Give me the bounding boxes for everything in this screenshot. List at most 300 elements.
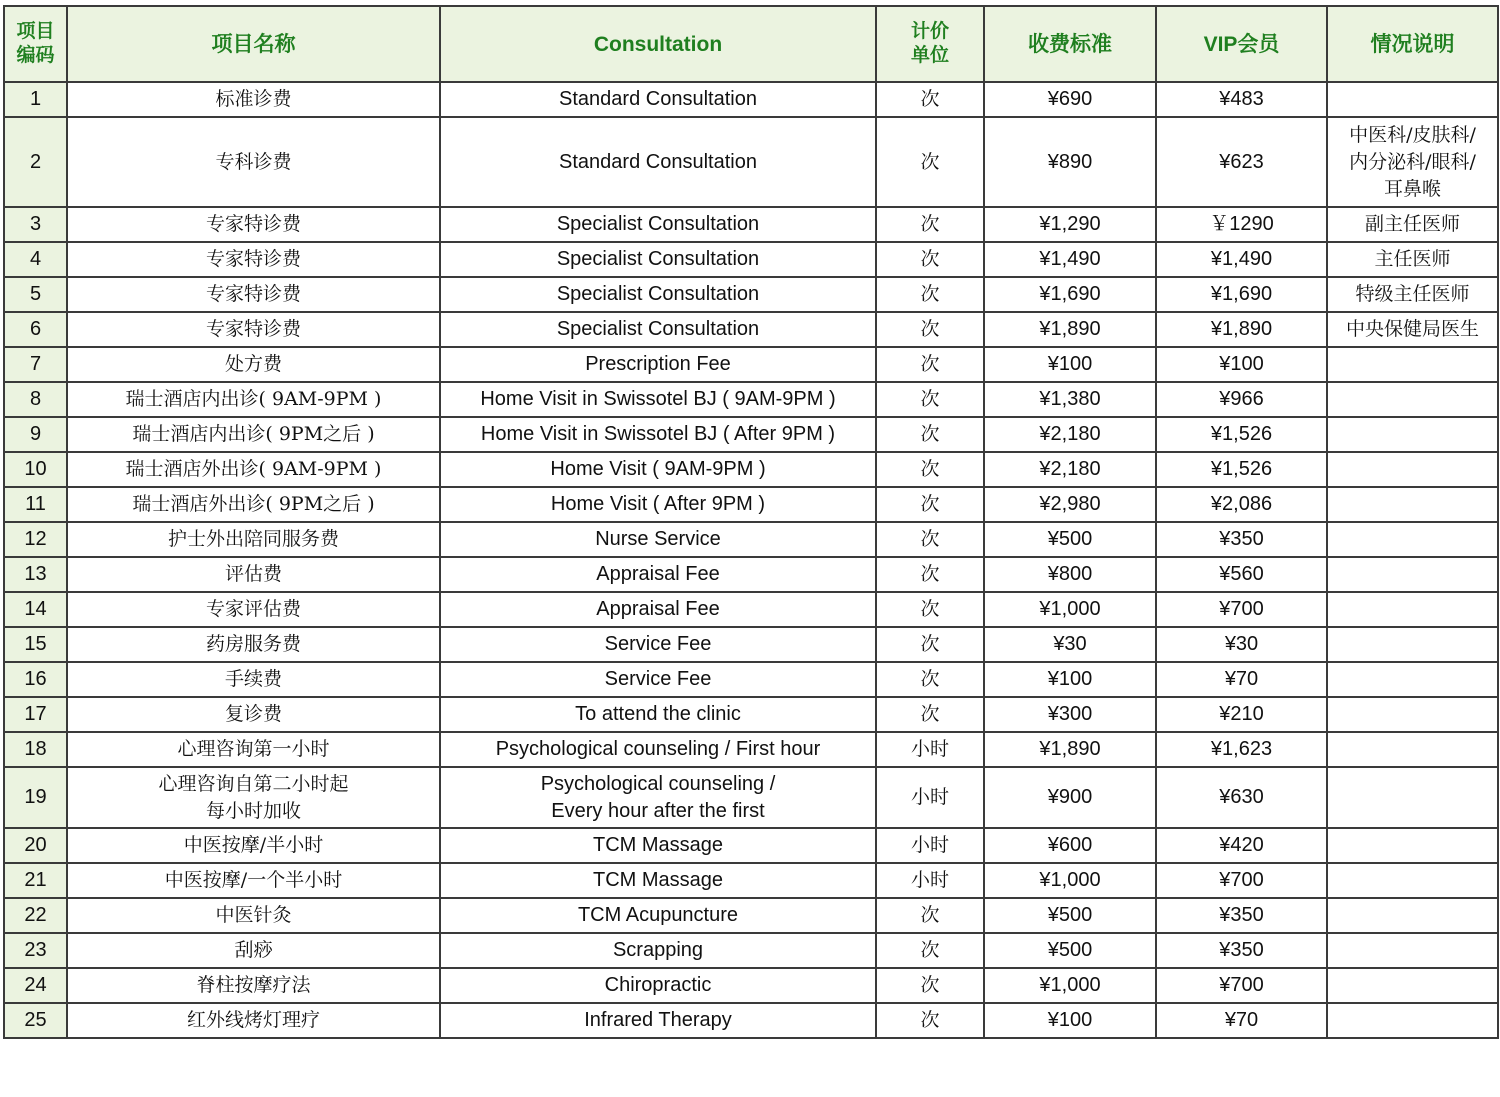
- cell-name-cn-text: 手续费: [224, 668, 282, 690]
- cell-code: [4, 968, 67, 1003]
- cell-name-en: [440, 312, 876, 347]
- cell-name-cn: [67, 557, 440, 592]
- cell-vip-fee-text: ¥1,490: [1210, 248, 1273, 270]
- cell-unit-text: 次: [920, 1009, 940, 1031]
- cell-name-cn-text: 复诊费: [224, 703, 282, 725]
- cell-name-en-text: Specialist Consultation: [556, 213, 760, 235]
- cell-vip-fee: [1156, 697, 1327, 732]
- cell-name-en: [440, 697, 876, 732]
- table-row: [4, 968, 1498, 1003]
- cell-name-cn: [67, 452, 440, 487]
- cell-name-cn: [67, 898, 440, 933]
- cell-standard-fee-text: ¥500: [1047, 904, 1093, 926]
- cell-note: [1327, 452, 1498, 487]
- cell-name-en: [440, 242, 876, 277]
- cell-code-text: 2: [29, 150, 42, 173]
- cell-unit: [876, 933, 984, 968]
- cell-name-en: [440, 487, 876, 522]
- cell-standard-fee: [984, 487, 1156, 522]
- header-row: [4, 6, 1498, 82]
- cell-unit: [876, 522, 984, 557]
- cell-code: [4, 117, 67, 207]
- cell-name-en-text: Standard Consultation: [559, 88, 757, 110]
- cell-vip-fee-text: ¥30: [1224, 633, 1259, 655]
- cell-name-en: [440, 1003, 876, 1038]
- table-row: [4, 1003, 1498, 1038]
- cell-vip-fee: [1156, 557, 1327, 592]
- cell-name-en-text: Service Fee: [604, 668, 712, 690]
- cell-code: [4, 417, 67, 452]
- cell-name-cn-text: 心理咨询第一小时: [177, 738, 330, 760]
- cell-name-en-text: Service Fee: [604, 633, 712, 655]
- cell-name-cn-text: 药房服务费: [205, 633, 301, 655]
- cell-name-cn: [67, 82, 440, 117]
- cell-name-cn-text: 瑞士酒店内出诊( 9AM-9PM ): [125, 388, 382, 410]
- cell-name-en: [440, 662, 876, 697]
- cell-standard-fee-text: ¥1,490: [1039, 248, 1101, 270]
- cell-name-cn-text: 专家特诊费: [205, 248, 301, 270]
- cell-code: [4, 863, 67, 898]
- cell-unit: [876, 627, 984, 662]
- cell-note: [1327, 828, 1498, 863]
- cell-unit-text: 小时: [910, 738, 949, 760]
- cell-vip-fee: [1156, 117, 1327, 207]
- cell-vip-fee: [1156, 898, 1327, 933]
- cell-vip-fee: [1156, 732, 1327, 767]
- cell-unit-text: 次: [920, 458, 940, 480]
- cell-note-text: 特级主任医师: [1355, 283, 1470, 305]
- cell-vip-fee: [1156, 417, 1327, 452]
- cell-name-en: [440, 898, 876, 933]
- header-standard-fee: 收费标准: [984, 6, 1156, 82]
- header-vip-fee: VIP会员: [1156, 6, 1327, 82]
- table-row: [4, 557, 1498, 592]
- cell-name-en: [440, 522, 876, 557]
- cell-name-cn: [67, 522, 440, 557]
- cell-name-en-text: Specialist Consultation: [556, 283, 760, 305]
- cell-unit-text: 次: [920, 974, 940, 996]
- table-row: [4, 767, 1498, 828]
- cell-code-text: 14: [24, 598, 47, 620]
- cell-name-cn: [67, 968, 440, 1003]
- cell-code-text: 15: [24, 633, 47, 655]
- cell-note: [1327, 347, 1498, 382]
- cell-standard-fee-text: ¥890: [1047, 150, 1093, 173]
- cell-unit-text: 次: [920, 88, 940, 110]
- cell-standard-fee: [984, 522, 1156, 557]
- cell-vip-fee-text: ¥1,690: [1210, 283, 1273, 305]
- cell-vip-fee-text: ¥630: [1219, 786, 1264, 808]
- cell-standard-fee: [984, 968, 1156, 1003]
- cell-standard-fee: [984, 117, 1156, 207]
- cell-code-text: 21: [24, 869, 47, 891]
- cell-unit: [876, 968, 984, 1003]
- cell-vip-fee-text: ¥1,623: [1210, 738, 1273, 760]
- table-row: [4, 732, 1498, 767]
- cell-name-cn-text: 刮痧: [234, 939, 273, 961]
- cell-vip-fee: [1156, 382, 1327, 417]
- cell-name-cn: [67, 417, 440, 452]
- cell-unit-text: 小时: [910, 869, 949, 891]
- cell-unit-text: 小时: [910, 834, 949, 856]
- cell-standard-fee: [984, 898, 1156, 933]
- cell-code-text: 8: [29, 388, 42, 410]
- cell-name-en-text: To attend the clinic: [575, 703, 741, 725]
- cell-standard-fee: [984, 242, 1156, 277]
- cell-standard-fee: [984, 347, 1156, 382]
- cell-code: [4, 207, 67, 242]
- cell-code-text: 16: [24, 668, 47, 690]
- cell-unit: [876, 697, 984, 732]
- cell-unit: [876, 557, 984, 592]
- header-name-en: Consultation: [440, 6, 876, 82]
- cell-name-cn-text: 瑞士酒店外出诊( 9AM-9PM ): [125, 458, 382, 480]
- cell-vip-fee: [1156, 863, 1327, 898]
- cell-code: [4, 312, 67, 347]
- cell-standard-fee: [984, 767, 1156, 828]
- cell-standard-fee-text: ¥1,000: [1039, 869, 1101, 891]
- cell-name-en-text: Scrapping: [612, 939, 704, 961]
- cell-name-en: [440, 627, 876, 662]
- cell-code: [4, 592, 67, 627]
- cell-name-en: [440, 452, 876, 487]
- cell-vip-fee: [1156, 487, 1327, 522]
- cell-unit-text: 次: [920, 318, 940, 340]
- cell-code-text: 4: [29, 248, 42, 270]
- cell-name-cn: [67, 697, 440, 732]
- cell-note: [1327, 277, 1498, 312]
- cell-standard-fee: [984, 417, 1156, 452]
- table-row: [4, 82, 1498, 117]
- cell-unit-text: 次: [920, 703, 940, 725]
- table-row: [4, 662, 1498, 697]
- cell-note: [1327, 1003, 1498, 1038]
- cell-code-text: 10: [24, 458, 47, 480]
- cell-standard-fee-text: ¥100: [1047, 668, 1093, 690]
- cell-code: [4, 452, 67, 487]
- cell-standard-fee-text: ¥600: [1047, 834, 1093, 856]
- cell-unit-text: 次: [920, 904, 940, 926]
- cell-standard-fee: [984, 452, 1156, 487]
- table-row: [4, 417, 1498, 452]
- cell-name-en: [440, 592, 876, 627]
- cell-note: [1327, 82, 1498, 117]
- cell-name-en-text: Home Visit in Swissotel BJ ( 9AM-9PM ): [480, 388, 836, 410]
- cell-note: [1327, 863, 1498, 898]
- cell-note: [1327, 117, 1498, 207]
- cell-unit: [876, 277, 984, 312]
- header-name-cn: 项目名称: [67, 6, 440, 82]
- cell-standard-fee: [984, 312, 1156, 347]
- cell-name-en: [440, 117, 876, 207]
- cell-code-text: 11: [25, 493, 46, 515]
- cell-standard-fee: [984, 382, 1156, 417]
- table-row: [4, 382, 1498, 417]
- cell-vip-fee: [1156, 522, 1327, 557]
- header-unit: 计价 单位: [876, 6, 984, 82]
- cell-note: [1327, 697, 1498, 732]
- cell-code-text: 17: [24, 703, 47, 725]
- cell-note: [1327, 487, 1498, 522]
- cell-code-text: 9: [29, 423, 42, 445]
- cell-code: [4, 277, 67, 312]
- cell-vip-fee-text: ¥2,086: [1210, 493, 1273, 515]
- cell-name-en-text: Appraisal Fee: [596, 598, 720, 620]
- cell-note: [1327, 592, 1498, 627]
- header-note: 情况说明: [1327, 6, 1498, 82]
- cell-name-en: [440, 828, 876, 863]
- cell-name-cn: [67, 347, 440, 382]
- cell-code-text: 6: [29, 318, 42, 340]
- cell-note: [1327, 767, 1498, 828]
- cell-vip-fee: [1156, 968, 1327, 1003]
- cell-standard-fee: [984, 697, 1156, 732]
- cell-unit: [876, 242, 984, 277]
- cell-name-cn-text: 专家特诊费: [205, 318, 301, 340]
- cell-name-en-text: Chiropractic: [604, 974, 712, 996]
- cell-code-text: 20: [24, 834, 47, 856]
- cell-standard-fee-text: ¥1,380: [1039, 388, 1101, 410]
- cell-note-text: 中央保健局医生: [1345, 318, 1479, 340]
- cell-note: [1327, 382, 1498, 417]
- table-row: [4, 898, 1498, 933]
- table-row: [4, 828, 1498, 863]
- cell-name-cn-text: 专科诊费: [215, 150, 292, 173]
- cell-standard-fee-text: ¥1,890: [1039, 738, 1101, 760]
- cell-name-en: [440, 732, 876, 767]
- cell-unit: [876, 828, 984, 863]
- cell-vip-fee: [1156, 82, 1327, 117]
- cell-standard-fee: [984, 592, 1156, 627]
- cell-vip-fee-text: ¥1,526: [1210, 423, 1273, 445]
- cell-code: [4, 627, 67, 662]
- cell-name-cn: [67, 207, 440, 242]
- cell-vip-fee-text: ￥1290: [1209, 213, 1274, 235]
- cell-unit-text: 次: [920, 633, 940, 655]
- cell-standard-fee: [984, 82, 1156, 117]
- cell-name-cn-text: 专家特诊费: [205, 213, 301, 235]
- cell-unit: [876, 417, 984, 452]
- cell-unit-text: 次: [920, 423, 940, 445]
- cell-standard-fee-text: ¥1,690: [1039, 283, 1101, 305]
- cell-vip-fee: [1156, 662, 1327, 697]
- cell-name-en: [440, 933, 876, 968]
- cell-note: [1327, 662, 1498, 697]
- cell-note: [1327, 557, 1498, 592]
- cell-name-cn: [67, 242, 440, 277]
- cell-unit: [876, 452, 984, 487]
- cell-standard-fee: [984, 277, 1156, 312]
- cell-note: [1327, 968, 1498, 1003]
- cell-vip-fee-text: ¥483: [1219, 88, 1264, 110]
- cell-name-cn-text: 中医针灸: [215, 904, 292, 926]
- cell-code: [4, 557, 67, 592]
- cell-name-cn: [67, 1003, 440, 1038]
- cell-code: [4, 1003, 67, 1038]
- cell-name-cn: [67, 117, 440, 207]
- cell-standard-fee-text: ¥690: [1047, 88, 1093, 110]
- cell-name-en-text: Infrared Therapy: [584, 1009, 732, 1031]
- table-row: [4, 277, 1498, 312]
- cell-standard-fee-text: ¥2,180: [1039, 458, 1101, 480]
- cell-standard-fee-text: ¥900: [1047, 786, 1093, 808]
- cell-code-text: 19: [24, 786, 47, 808]
- cell-name-cn: [67, 382, 440, 417]
- cell-unit-text: 次: [920, 248, 940, 270]
- cell-vip-fee-text: ¥350: [1219, 528, 1264, 550]
- cell-name-cn: [67, 732, 440, 767]
- cell-standard-fee: [984, 933, 1156, 968]
- table-row: [4, 522, 1498, 557]
- cell-name-en-text: Prescription Fee: [585, 353, 731, 375]
- cell-vip-fee-text: ¥210: [1219, 703, 1264, 725]
- cell-name-cn-text: 瑞士酒店内出诊( 9PM之后 ): [132, 423, 375, 445]
- cell-unit-text: 次: [920, 939, 940, 961]
- cell-vip-fee-text: ¥1,526: [1210, 458, 1273, 480]
- cell-note: [1327, 732, 1498, 767]
- cell-standard-fee-text: ¥300: [1047, 703, 1093, 725]
- cell-vip-fee: [1156, 312, 1327, 347]
- cell-unit: [876, 312, 984, 347]
- cell-name-cn: [67, 767, 440, 828]
- cell-name-cn: [67, 312, 440, 347]
- cell-code-text: 23: [24, 939, 47, 961]
- cell-code: [4, 347, 67, 382]
- cell-name-cn: [67, 592, 440, 627]
- cell-standard-fee: [984, 207, 1156, 242]
- cell-unit: [876, 117, 984, 207]
- cell-note: [1327, 522, 1498, 557]
- cell-code-text: 22: [24, 904, 47, 926]
- cell-unit: [876, 382, 984, 417]
- cell-code-text: 3: [29, 213, 42, 235]
- cell-name-en: [440, 382, 876, 417]
- cell-standard-fee-text: ¥1,000: [1039, 598, 1101, 620]
- cell-name-en-text: Home Visit ( 9AM-9PM ): [550, 458, 766, 480]
- cell-vip-fee-text: ¥70: [1224, 668, 1259, 690]
- cell-name-en-text: Specialist Consultation: [556, 318, 760, 340]
- table-row: [4, 452, 1498, 487]
- cell-unit-text: 次: [920, 353, 940, 375]
- cell-code-text: 5: [29, 283, 42, 305]
- table-row: [4, 697, 1498, 732]
- cell-name-en: [440, 417, 876, 452]
- cell-note: [1327, 933, 1498, 968]
- cell-code-text: 13: [24, 563, 47, 585]
- cell-code-text: 1: [29, 88, 42, 110]
- cell-vip-fee-text: ¥1,890: [1210, 318, 1273, 340]
- cell-unit-text: 次: [920, 528, 940, 550]
- cell-name-cn-text: 护士外出陪同服务费: [167, 528, 339, 550]
- cell-code: [4, 898, 67, 933]
- cell-code: [4, 82, 67, 117]
- cell-name-en: [440, 82, 876, 117]
- cell-vip-fee: [1156, 592, 1327, 627]
- cell-unit: [876, 732, 984, 767]
- cell-standard-fee-text: ¥800: [1047, 563, 1093, 585]
- cell-standard-fee-text: ¥500: [1047, 528, 1093, 550]
- cell-standard-fee: [984, 627, 1156, 662]
- cell-code-text: 25: [24, 1009, 47, 1031]
- cell-standard-fee-text: ¥500: [1047, 939, 1093, 961]
- table-row: [4, 592, 1498, 627]
- cell-note-text: 副主任医师: [1364, 213, 1460, 235]
- cell-code: [4, 933, 67, 968]
- cell-name-cn-text: 专家评估费: [205, 598, 301, 620]
- cell-standard-fee: [984, 828, 1156, 863]
- cell-standard-fee-text: ¥100: [1047, 1009, 1093, 1031]
- cell-name-en: [440, 863, 876, 898]
- cell-unit: [876, 662, 984, 697]
- cell-code-text: 12: [24, 528, 47, 550]
- cell-unit: [876, 347, 984, 382]
- cell-note-text: 中医科/皮肤科/ 内分泌科/眼科/ 耳鼻喉: [1349, 123, 1476, 200]
- cell-code: [4, 697, 67, 732]
- cell-name-en: [440, 277, 876, 312]
- cell-unit-text: 次: [920, 493, 940, 515]
- cell-vip-fee-text: ¥966: [1219, 388, 1264, 410]
- cell-vip-fee: [1156, 627, 1327, 662]
- cell-name-en-text: Home Visit ( After 9PM ): [550, 493, 766, 515]
- cell-standard-fee: [984, 662, 1156, 697]
- cell-code: [4, 242, 67, 277]
- cell-vip-fee: [1156, 767, 1327, 828]
- cell-name-cn-text: 处方费: [224, 353, 282, 375]
- cell-vip-fee-text: ¥700: [1219, 869, 1264, 891]
- cell-name-en-text: TCM Acupuncture: [577, 904, 739, 926]
- fee-schedule-table: [3, 5, 1499, 1039]
- cell-name-cn-text: 红外线烤灯理疗: [186, 1009, 320, 1031]
- cell-name-en-text: TCM Massage: [592, 869, 724, 891]
- cell-vip-fee-text: ¥560: [1219, 563, 1264, 585]
- cell-code-text: 24: [24, 974, 47, 996]
- cell-standard-fee: [984, 863, 1156, 898]
- cell-note: [1327, 417, 1498, 452]
- table-row: [4, 117, 1498, 207]
- cell-code: [4, 522, 67, 557]
- cell-name-cn-text: 标准诊费: [215, 88, 292, 110]
- table-row: [4, 487, 1498, 522]
- cell-unit: [876, 82, 984, 117]
- cell-vip-fee: [1156, 347, 1327, 382]
- cell-name-en-text: Psychological counseling / First hour: [495, 738, 821, 760]
- cell-vip-fee: [1156, 452, 1327, 487]
- cell-code: [4, 828, 67, 863]
- cell-standard-fee: [984, 732, 1156, 767]
- cell-vip-fee: [1156, 242, 1327, 277]
- cell-unit: [876, 767, 984, 828]
- cell-name-en: [440, 767, 876, 828]
- cell-name-cn: [67, 662, 440, 697]
- cell-unit-text: 次: [920, 213, 940, 235]
- cell-note: [1327, 242, 1498, 277]
- cell-vip-fee-text: ¥100: [1219, 353, 1264, 375]
- cell-name-en-text: Home Visit in Swissotel BJ ( After 9PM ): [480, 423, 836, 445]
- cell-note: [1327, 312, 1498, 347]
- cell-vip-fee: [1156, 933, 1327, 968]
- cell-standard-fee-text: ¥100: [1047, 353, 1093, 375]
- cell-code: [4, 732, 67, 767]
- cell-vip-fee: [1156, 207, 1327, 242]
- cell-name-cn-text: 中医按摩/一个半小时: [164, 869, 343, 891]
- cell-unit: [876, 207, 984, 242]
- cell-note: [1327, 627, 1498, 662]
- cell-note: [1327, 207, 1498, 242]
- cell-vip-fee-text: ¥70: [1224, 1009, 1259, 1031]
- cell-vip-fee: [1156, 828, 1327, 863]
- cell-name-en-text: Standard Consultation: [559, 150, 757, 173]
- cell-name-en: [440, 968, 876, 1003]
